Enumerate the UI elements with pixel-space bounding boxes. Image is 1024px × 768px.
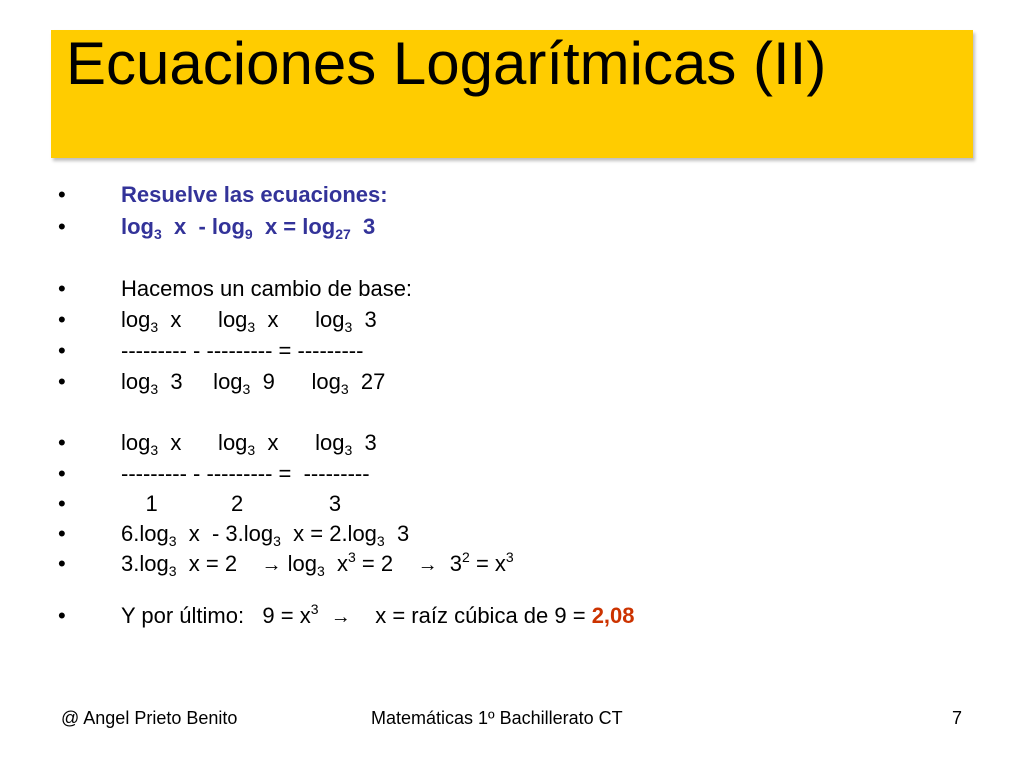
content-line-7 <box>0 428 1024 458</box>
content-line-11 <box>0 549 1024 579</box>
slide-title: Ecuaciones Logarítmicas (II) <box>66 30 827 97</box>
footer-course: Matemáticas 1º Bachillerato CT <box>371 708 623 728</box>
fraction-bars: --------- - --------- = --------- <box>121 461 370 486</box>
footer-author: @ Angel Prieto Benito <box>61 708 238 728</box>
bullet: • <box>58 276 66 301</box>
content-line-2 <box>0 212 1024 242</box>
content-line-5 <box>0 336 1024 366</box>
bullet: • <box>58 369 66 394</box>
fraction-bars: --------- - --------- = --------- <box>121 338 364 363</box>
math-line: $\log_3 x$ $\log_3 x$ $\log_3 3$ <box>121 430 377 458</box>
bullet: • <box>58 182 66 207</box>
bullet: • <box>58 338 66 363</box>
bullet: • <box>58 521 66 546</box>
content-line-4 <box>0 305 1024 335</box>
bullet: • <box>58 430 66 455</box>
footer-page-number: 7 <box>952 708 963 728</box>
bullet: • <box>58 603 66 628</box>
content-line-12 <box>0 601 1024 631</box>
step-text: Hacemos un cambio de base: <box>121 276 413 301</box>
bullet: • <box>58 461 66 486</box>
arrow-right-icon: → <box>417 554 438 576</box>
final-answer: 2,08 <box>591 603 635 628</box>
arrow-right-icon: → <box>330 606 351 628</box>
instruction-text: Resuelve las ecuaciones: <box>121 182 388 207</box>
content-line-1 <box>0 180 1024 210</box>
equation: $\log_3 x - \log_9 x = \log_{27} 3$ <box>121 214 376 242</box>
bullet: • <box>58 491 66 516</box>
bullet: • <box>58 307 66 332</box>
math-line: $3.\log_3$ x = 2 → $\log_3 x^3 = 2$ → $3^2 = x^3$ <box>121 549 514 579</box>
conclusion-line: Y por último: $9 = x^3$ → x = raíz cúbica de 9 = 2,08 <box>121 601 635 628</box>
content-line-3 <box>0 274 1024 304</box>
math-line: $6.\log_3$ x - $3.\log_3$ $x = 2.\log_3$ 3 <box>121 521 410 549</box>
math-line: $\log_3 x$ $\log_3 x$ $\log_3 3$ <box>121 307 377 335</box>
content-line-10 <box>0 519 1024 549</box>
math-line: $\log_3 3$ $\log_3 9$ $\log_3 27$ <box>121 369 386 397</box>
content-line-9 <box>0 489 1024 519</box>
bullet: • <box>58 214 66 239</box>
bullet: • <box>58 551 66 576</box>
arrow-right-icon: → <box>261 554 282 576</box>
denominators: 1 2 3 <box>121 491 342 516</box>
content-line-6 <box>0 367 1024 397</box>
content-line-8 <box>0 459 1024 489</box>
